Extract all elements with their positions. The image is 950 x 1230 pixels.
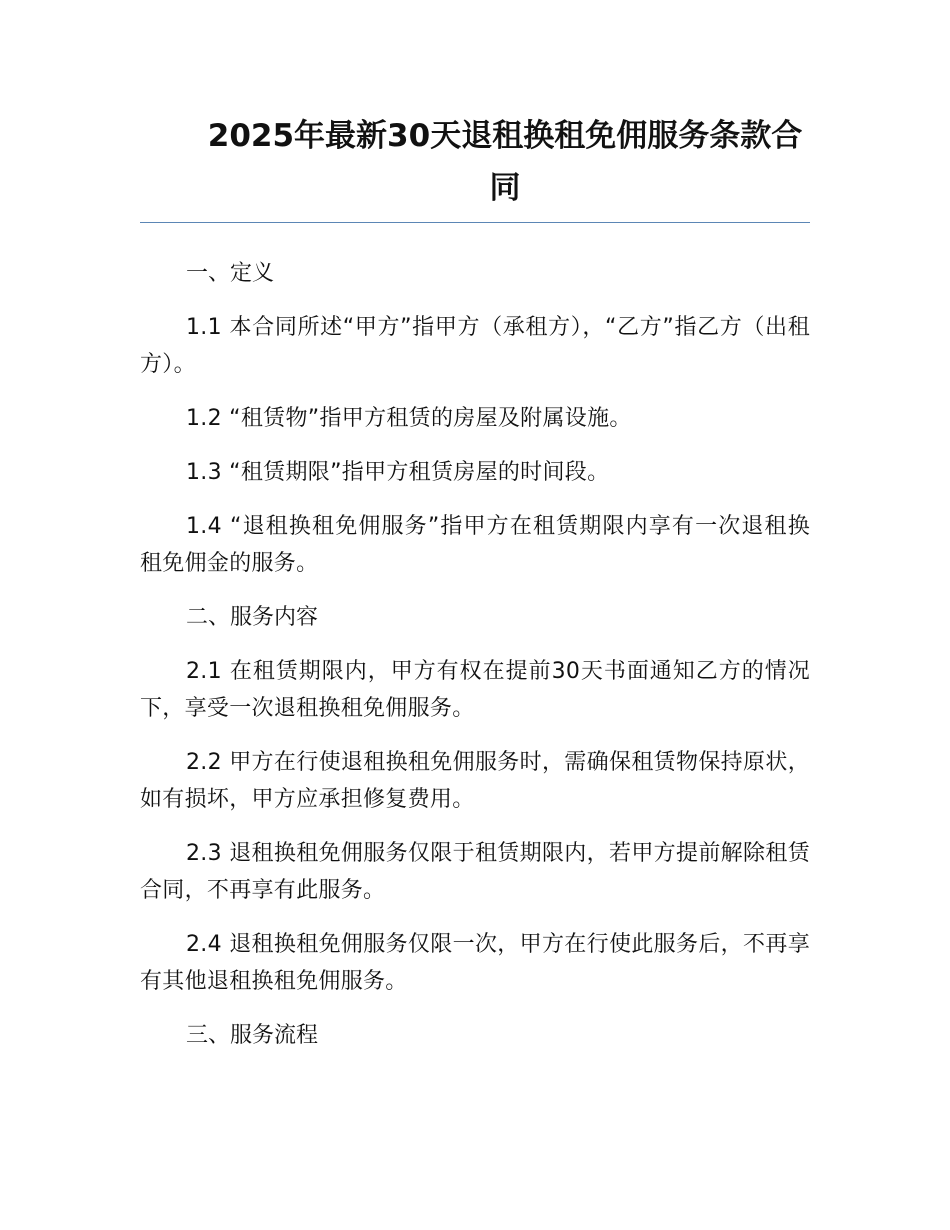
section-heading-service-content: 二、服务内容 [186, 605, 319, 630]
clause-1-1: 1.1 本合同所述“甲方”指甲方（承租方），“乙方”指乙方（出租方）。 [140, 315, 810, 377]
clause-2-3: 2.3 退租换租免佣服务仅限于租赁期限内，若甲方提前解除租赁合同，不再享有此服务。 [140, 841, 810, 903]
section-heading-service-process: 三、服务流程 [186, 1023, 319, 1048]
clause-1-4: 1.4 “退租换租免佣服务”指甲方在租赁期限内享有一次退租换租免佣金的服务。 [140, 514, 810, 576]
clause-2-2: 2.2 甲方在行使退租换租免佣服务时，需确保租赁物保持原状，如有损坏，甲方应承担修复费用。 [140, 750, 810, 812]
clause-1-3: 1.3 “租赁期限”指甲方租赁房屋的时间段。 [186, 460, 610, 485]
clause-2-1: 2.1 在租赁期限内，甲方有权在提前30天书面通知乙方的情况下，享受一次退租换租免佣服务。 [140, 659, 810, 721]
clause-2-4: 2.4 退租换租免佣服务仅限一次，甲方在行使此服务后，不再享有其他退租换租免佣服务。 [140, 932, 810, 994]
document-page [140, 110, 810, 1071]
document-title: 2025年最新30天退租换租免佣服务条款合同 [207, 118, 803, 206]
title-divider [140, 222, 810, 223]
clause-1-2: 1.2 “租赁物”指甲方租赁的房屋及附属设施。 [186, 406, 632, 431]
section-heading-definitions: 一、定义 [186, 261, 275, 286]
